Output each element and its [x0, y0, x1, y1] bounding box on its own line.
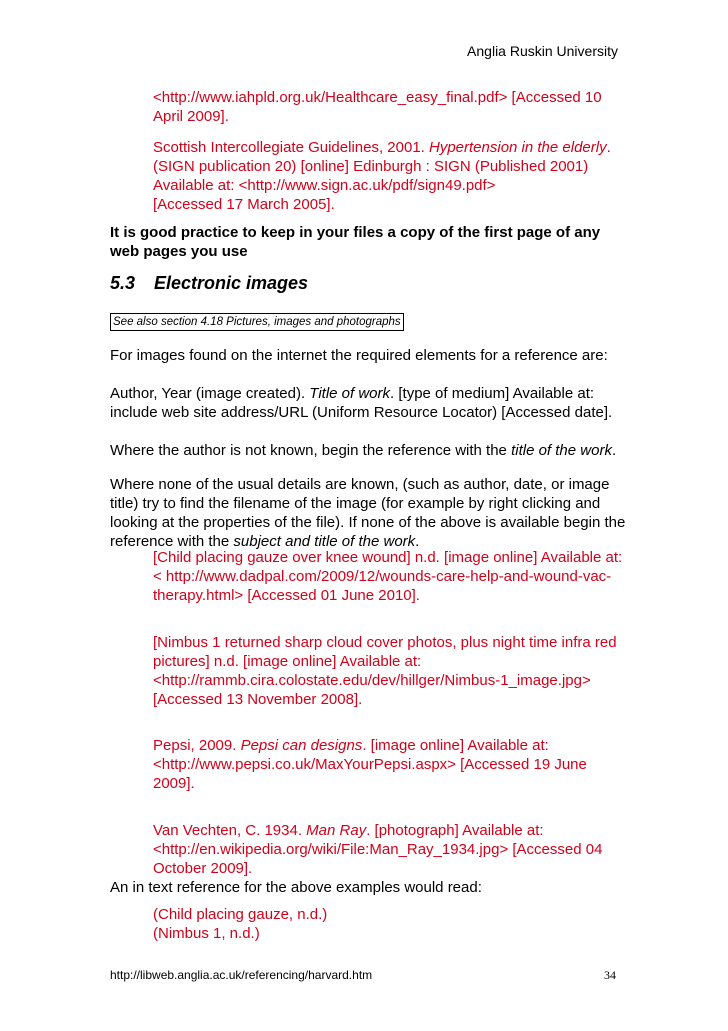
reference-text: Van Vechten, C. 1934.: [153, 822, 307, 839]
paragraph-line: Where none of the usual details are known, (such as author, date, or image: [110, 476, 610, 493]
reference-line: Available at: <http://www.sign.ac.uk/pdf/sign49.pdf>: [153, 177, 496, 194]
footer-url: http://libweb.anglia.ac.uk/referencing/harvard.htm: [110, 968, 373, 982]
paragraph-emphasis: subject and title of the work: [233, 533, 416, 550]
section-number: 5.3: [110, 273, 136, 293]
paragraph-in-text: [110, 878, 622, 897]
practice-note-line: web pages you use: [110, 243, 248, 260]
reference-text: . [image online] Available at:: [362, 737, 549, 754]
reference-line: <http://rammb.cira.colostate.edu/dev/hillger/Nimbus-1_image.jpg>: [153, 672, 591, 689]
paragraph-format: [110, 384, 622, 422]
practice-note: [110, 223, 622, 261]
reference-line: (SIGN publication 20) [online] Edinburgh : SIGN (Published 2001): [153, 158, 589, 175]
reference-line: [153, 138, 611, 157]
reference-line: <http://www.pepsi.co.uk/MaxYourPepsi.aspx> [Accessed 19 June: [153, 756, 587, 773]
reference-line: [Child placing gauze over knee wound] n.d. [image online] Available at:: [153, 549, 623, 566]
reference-text: Pepsi, 2009.: [153, 737, 241, 754]
paragraph-text: . [type of medium] Available at:: [390, 385, 595, 402]
paragraph-text: Author, Year (image created).: [110, 385, 310, 402]
paragraph-line: include web site address/URL (Uniform Resource Locator) [Accessed date].: [110, 404, 613, 421]
paragraph-text: .: [415, 533, 420, 550]
page-number: 34: [604, 968, 616, 982]
reference-text: . [photograph] Available at:: [366, 822, 544, 839]
in-text-examples: [153, 905, 327, 943]
page-header: Anglia Ruskin University: [467, 43, 618, 59]
reference-text: Scottish Intercollegiate Guidelines, 2001.: [153, 139, 429, 156]
reference-iahpld: [153, 88, 602, 126]
reference-line: therapy.html> [Accessed 01 June 2010].: [153, 587, 420, 604]
paragraph-text: Where the author is not known, begin the reference with the: [110, 442, 512, 459]
reference-line: pictures] n.d. [image online] Available at:: [153, 653, 422, 670]
reference-title: Pepsi can designs: [240, 737, 363, 754]
paragraph-line: [110, 441, 622, 460]
reference-line: [Accessed 13 November 2008].: [153, 691, 363, 708]
example-child-gauze: [153, 548, 622, 605]
paragraph-emphasis: title of the work: [511, 442, 612, 459]
reference-line: < http://www.dadpal.com/2009/12/wounds-care-help-and-wound-vac-: [153, 568, 612, 585]
in-text-reference: (Child placing gauze, n.d.): [153, 906, 328, 923]
reference-sign: [153, 138, 611, 214]
paragraph-no-details: [110, 475, 626, 551]
paragraph-line: title) try to find the filename of the image (for example by right clicking and: [110, 495, 601, 512]
section-heading: [110, 273, 308, 294]
reference-line: 2009].: [153, 775, 195, 792]
paragraph-required-elements: [110, 346, 622, 365]
paragraph-line: An in text reference for the above examples would read:: [110, 879, 482, 896]
reference-title: Man Ray: [306, 822, 367, 839]
reference-title: Hypertension in the elderly: [429, 139, 607, 156]
paragraph-emphasis: Title of work: [309, 385, 391, 402]
reference-line: [Accessed 17 March 2005].: [153, 196, 335, 213]
example-nimbus: [153, 633, 617, 709]
paragraph-text: reference with the: [110, 533, 234, 550]
section-title: Electronic images: [154, 273, 309, 293]
example-pepsi: [153, 736, 587, 793]
reference-line: <http://en.wikipedia.org/wiki/File:Man_Ray_1934.jpg> [Accessed 04: [153, 841, 603, 858]
example-man-ray: [153, 821, 602, 878]
reference-line: [153, 821, 602, 840]
reference-text: .: [606, 139, 611, 156]
practice-note-line: It is good practice to keep in your files a copy of the first page of any: [110, 224, 601, 241]
paragraph-unknown-author: [110, 441, 622, 460]
see-also-box: See also section 4.18 Pictures, images and photographs: [110, 313, 404, 331]
reference-line: <http://www.iahpld.org.uk/Healthcare_easy_final.pdf> [Accessed 10: [153, 89, 602, 106]
paragraph-line: [110, 384, 622, 403]
reference-line: [Nimbus 1 returned sharp cloud cover photos, plus night time infra red: [153, 634, 617, 651]
paragraph-line: looking at the properties of the file). If none of the above is available begin the: [110, 514, 626, 531]
reference-line: [153, 736, 587, 755]
reference-line: April 2009].: [153, 108, 229, 125]
paragraph-text: .: [611, 442, 617, 459]
in-text-reference: (Nimbus 1, n.d.): [153, 925, 260, 942]
paragraph-line: For images found on the internet the required elements for a reference are:: [110, 347, 608, 364]
reference-line: October 2009].: [153, 860, 253, 877]
